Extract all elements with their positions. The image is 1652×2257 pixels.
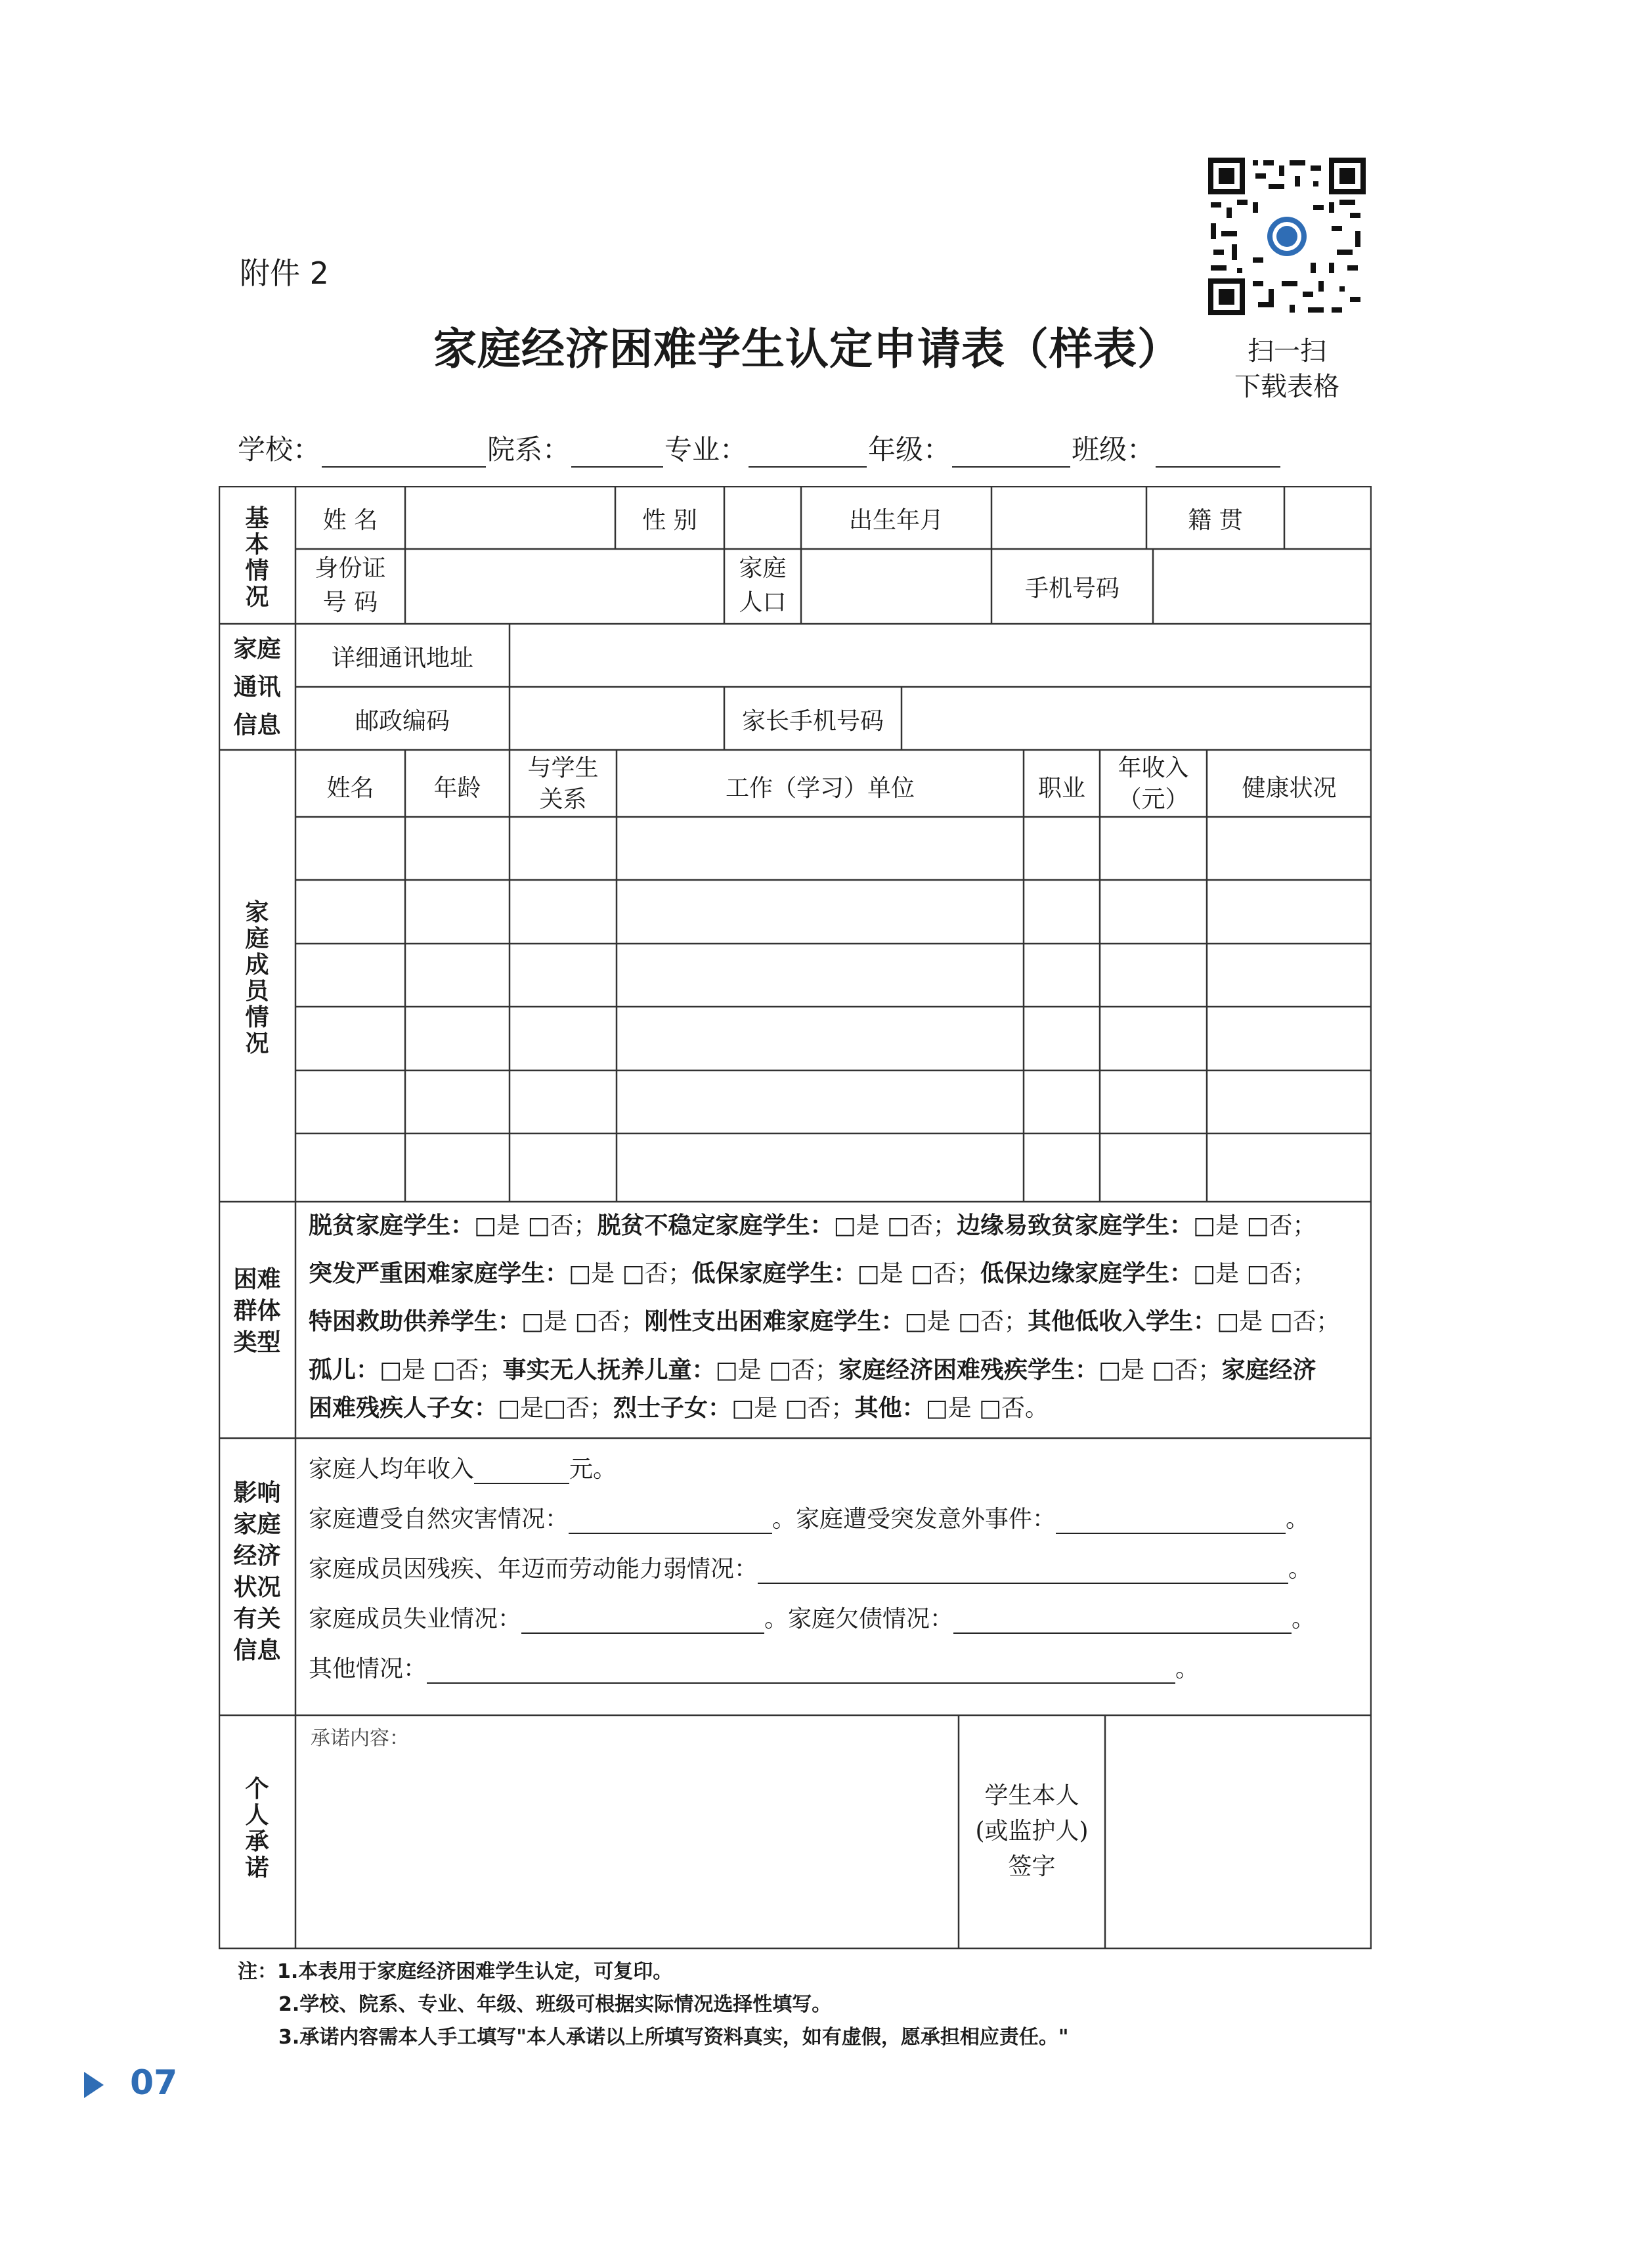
- dept-label: 院系：: [487, 433, 571, 466]
- checkbox-pair[interactable]: □是 □否；: [569, 1260, 692, 1287]
- factor-unemployment: 家庭成员失业情况： 。家庭欠债情况： 。: [309, 1606, 1316, 1632]
- hardship-line-5: 困难残疾人子女：□是□否；烈士子女：□是 □否；其他：□是 □否。: [309, 1395, 1049, 1422]
- other-field[interactable]: [427, 1660, 1175, 1684]
- checkbox-pair[interactable]: □是 □否；: [1098, 1357, 1222, 1384]
- col-health: 健康状况: [1242, 775, 1337, 802]
- accident-field[interactable]: [1056, 1510, 1286, 1534]
- note-3: 3.承诺内容需本人手工填写"本人承诺以上所填写资料真实，如有虚假，愿承担相应责任。": [278, 2026, 1069, 2049]
- school-field[interactable]: [322, 443, 486, 468]
- illness-field[interactable]: [758, 1560, 1288, 1584]
- qr-code-icon[interactable]: [1208, 158, 1366, 315]
- checkbox-pair[interactable]: □是 □否；: [521, 1308, 645, 1335]
- label-native-place: 籍 贯: [1188, 507, 1243, 534]
- note-1: 注：1.本表用于家庭经济困难学生认定，可复印。: [238, 1960, 673, 1983]
- scan-line-1: 扫一扫: [1248, 336, 1326, 366]
- checkbox-pair[interactable]: □是 □否；: [474, 1212, 598, 1239]
- signature-label: 学生本人 (或监护人) 签字: [975, 1782, 1089, 1880]
- section-promise: 个人承诺: [245, 1776, 269, 1881]
- checkbox-pair[interactable]: □是 □否。: [925, 1395, 1049, 1422]
- major-field[interactable]: [749, 443, 867, 468]
- col-annual-income: 年收入（元）: [1118, 755, 1189, 813]
- checkbox-pair[interactable]: □是 □否；: [1193, 1212, 1316, 1239]
- class-label: 班级：: [1072, 433, 1155, 466]
- section-economic-factors: 影响家庭经济状况有关信息: [233, 1479, 281, 1664]
- factor-disaster: 家庭遭受自然灾害情况： 。家庭遭受突发意外事件： 。: [309, 1506, 1310, 1533]
- school-label: 学校：: [238, 433, 321, 466]
- major-label: 专业：: [664, 433, 748, 466]
- section-contact-info: 家庭通讯信息: [233, 636, 281, 739]
- promise-content-label: 承诺内容：: [311, 1727, 409, 1750]
- checkbox-pair[interactable]: □是 □否；: [833, 1212, 957, 1239]
- col-age: 年龄: [433, 775, 481, 802]
- page-number: 07: [130, 2063, 178, 2103]
- grade-label: 年级：: [868, 433, 951, 466]
- factor-illness: 家庭成员因残疾、年迈而劳动能力弱情况： 。: [309, 1556, 1313, 1583]
- label-postcode: 邮政编码: [355, 708, 450, 735]
- checkbox-pair[interactable]: □是□否；: [498, 1395, 614, 1422]
- label-birth: 出生年月: [848, 507, 944, 534]
- col-relation: 与学生关系: [527, 755, 599, 813]
- checkbox-pair[interactable]: □是 □否；: [1193, 1260, 1316, 1287]
- label-address: 详细通讯地址: [331, 645, 473, 672]
- signature-field[interactable]: [1108, 1720, 1368, 1944]
- label-id-number: 身份证 号 码: [315, 555, 386, 616]
- hardship-line-4: 孤儿：□是 □否；事实无人抚养儿童：□是 □否；家庭经济困难残疾学生：□是 □否；家庭经济: [309, 1357, 1316, 1384]
- label-gender: 性 别: [642, 507, 697, 534]
- school-info-line: [238, 428, 1393, 468]
- section-basic-info: 基本情况: [245, 505, 269, 611]
- checkbox-pair[interactable]: □是 □否；: [715, 1357, 838, 1384]
- promise-content-area[interactable]: [309, 1750, 946, 1934]
- attachment-label: 附件 2: [240, 255, 329, 291]
- checkbox-pair[interactable]: □是 □否；: [1217, 1308, 1340, 1335]
- grade-field[interactable]: [952, 443, 1070, 468]
- label-household: 家庭 人口: [739, 555, 787, 616]
- col-name: 姓名: [326, 775, 374, 802]
- form-notes: [238, 1956, 1069, 2054]
- hardship-line-3: 特困救助供养学生：□是 □否；刚性支出困难家庭学生：□是 □否；其他低收入学生：□是 □否；: [309, 1308, 1340, 1335]
- checkbox-pair[interactable]: □是 □否；: [857, 1260, 980, 1287]
- scan-line-2: 下载表格: [1234, 372, 1339, 402]
- factor-income: 家庭人均年收入 元。: [309, 1456, 617, 1483]
- col-workplace: 工作（学习）单位: [725, 775, 915, 802]
- application-form: [219, 486, 1372, 1957]
- page-marker-icon: [84, 2072, 104, 2098]
- scan-caption: [1215, 334, 1359, 405]
- disaster-field[interactable]: [569, 1510, 772, 1534]
- checkbox-pair[interactable]: □是 □否；: [904, 1308, 1028, 1335]
- class-field[interactable]: [1156, 443, 1280, 468]
- factor-other: 其他情况： 。: [309, 1655, 1200, 1682]
- section-hardship-type: 困难群体类型: [233, 1266, 281, 1356]
- income-field[interactable]: [474, 1460, 569, 1484]
- dept-field[interactable]: [571, 443, 663, 468]
- unemployment-field[interactable]: [521, 1610, 764, 1634]
- page-title: 家庭经济困难学生认定申请表（样表）: [433, 324, 1181, 374]
- note-2: 2.学校、院系、专业、年级、班级可根据实际情况选择性填写。: [278, 1993, 832, 2016]
- section-family-members: 家庭成员情况: [245, 899, 269, 1057]
- label-name: 姓 名: [322, 507, 378, 534]
- col-occupation: 职业: [1037, 775, 1085, 802]
- label-phone: 手机号码: [1024, 575, 1119, 602]
- checkbox-pair[interactable]: □是 □否；: [380, 1357, 503, 1384]
- hardship-line-2: 突发严重困难家庭学生：□是 □否；低保家庭学生：□是 □否；低保边缘家庭学生：□是 □否；: [309, 1260, 1316, 1287]
- hardship-line-1: 脱贫家庭学生：□是 □否；脱贫不稳定家庭学生：□是 □否；边缘易致贫家庭学生：□是 □否；: [309, 1212, 1316, 1239]
- label-parent-phone: 家长手机号码: [741, 708, 884, 735]
- debt-field[interactable]: [953, 1610, 1292, 1634]
- checkbox-pair[interactable]: □是 □否；: [731, 1395, 855, 1422]
